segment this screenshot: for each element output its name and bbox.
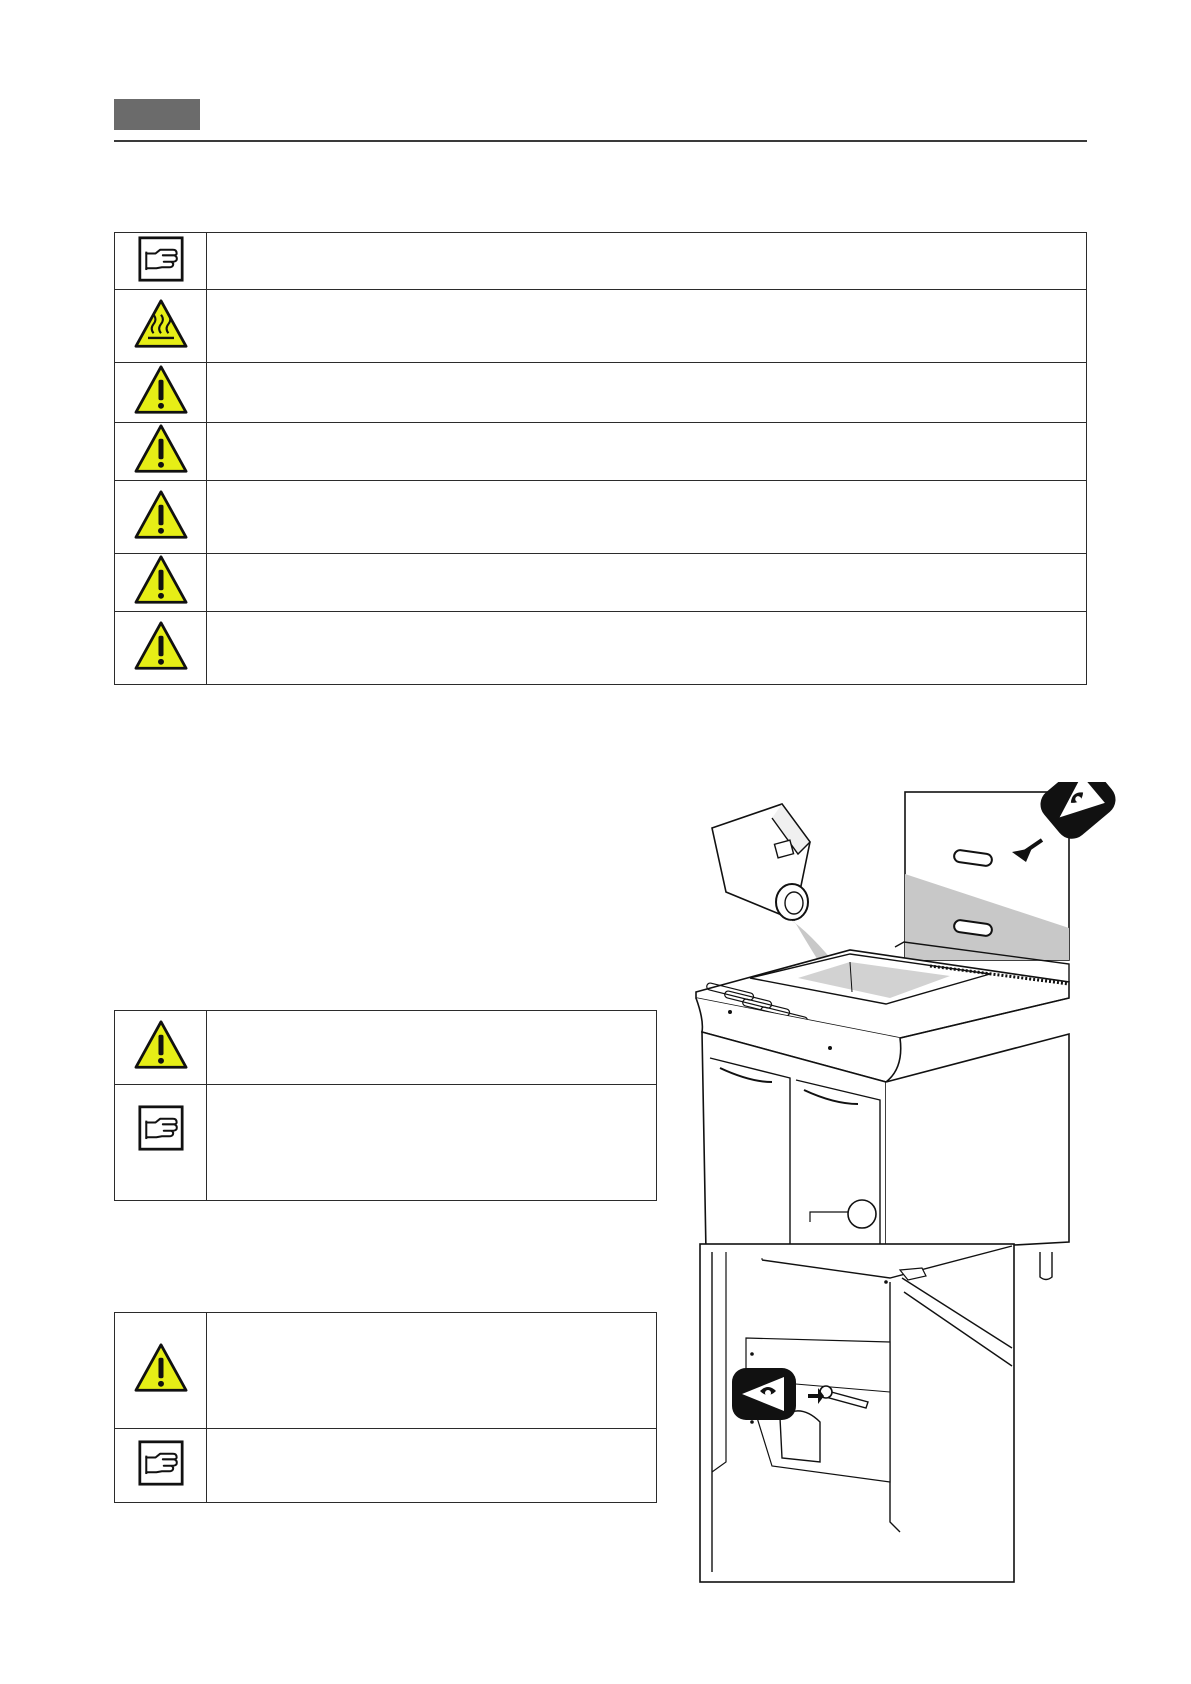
notice-row <box>115 1429 657 1503</box>
notice-text <box>207 233 1087 290</box>
notice-row <box>115 1085 657 1201</box>
hand-pointing-note-icon <box>138 1440 184 1486</box>
general-warning-icon <box>133 423 189 475</box>
notice-text <box>207 363 1087 423</box>
notice-row <box>115 290 1087 363</box>
header-rule <box>114 140 1087 142</box>
notice-text <box>207 290 1087 363</box>
hot-surface-warning-icon <box>133 298 189 350</box>
hand-pointing-note-icon <box>138 236 184 282</box>
general-warning-icon <box>133 364 189 416</box>
notice-row <box>115 363 1087 423</box>
notice-text <box>207 1011 657 1085</box>
oil-fill-notice-table <box>114 1010 657 1201</box>
notice-text <box>207 481 1087 554</box>
eye-inspection-icon <box>732 1368 796 1420</box>
notice-row <box>115 423 1087 481</box>
hand-pointing-note-icon <box>138 1105 184 1151</box>
notice-text <box>207 1429 657 1503</box>
notice-row <box>115 554 1087 612</box>
notice-text <box>207 612 1087 685</box>
drain-notice-table <box>114 1312 657 1503</box>
notice-row <box>115 1011 657 1085</box>
notice-text <box>207 1313 657 1429</box>
general-warning-icon <box>133 620 189 672</box>
safety-notice-table <box>114 232 1087 685</box>
notice-row <box>115 481 1087 554</box>
notice-row <box>115 233 1087 290</box>
notice-row <box>115 612 1087 685</box>
oil-level-inset <box>905 792 1069 960</box>
general-warning-icon <box>133 554 189 606</box>
general-warning-icon <box>133 1019 189 1071</box>
notice-text <box>207 554 1087 612</box>
general-warning-icon <box>133 1342 189 1394</box>
fryer-cabinet <box>696 942 1069 1280</box>
general-warning-icon <box>133 489 189 541</box>
notice-text <box>207 1085 657 1201</box>
notice-text <box>207 423 1087 481</box>
notice-row <box>115 1313 657 1429</box>
fryer-illustration <box>690 782 1130 1592</box>
section-tab <box>114 99 200 130</box>
